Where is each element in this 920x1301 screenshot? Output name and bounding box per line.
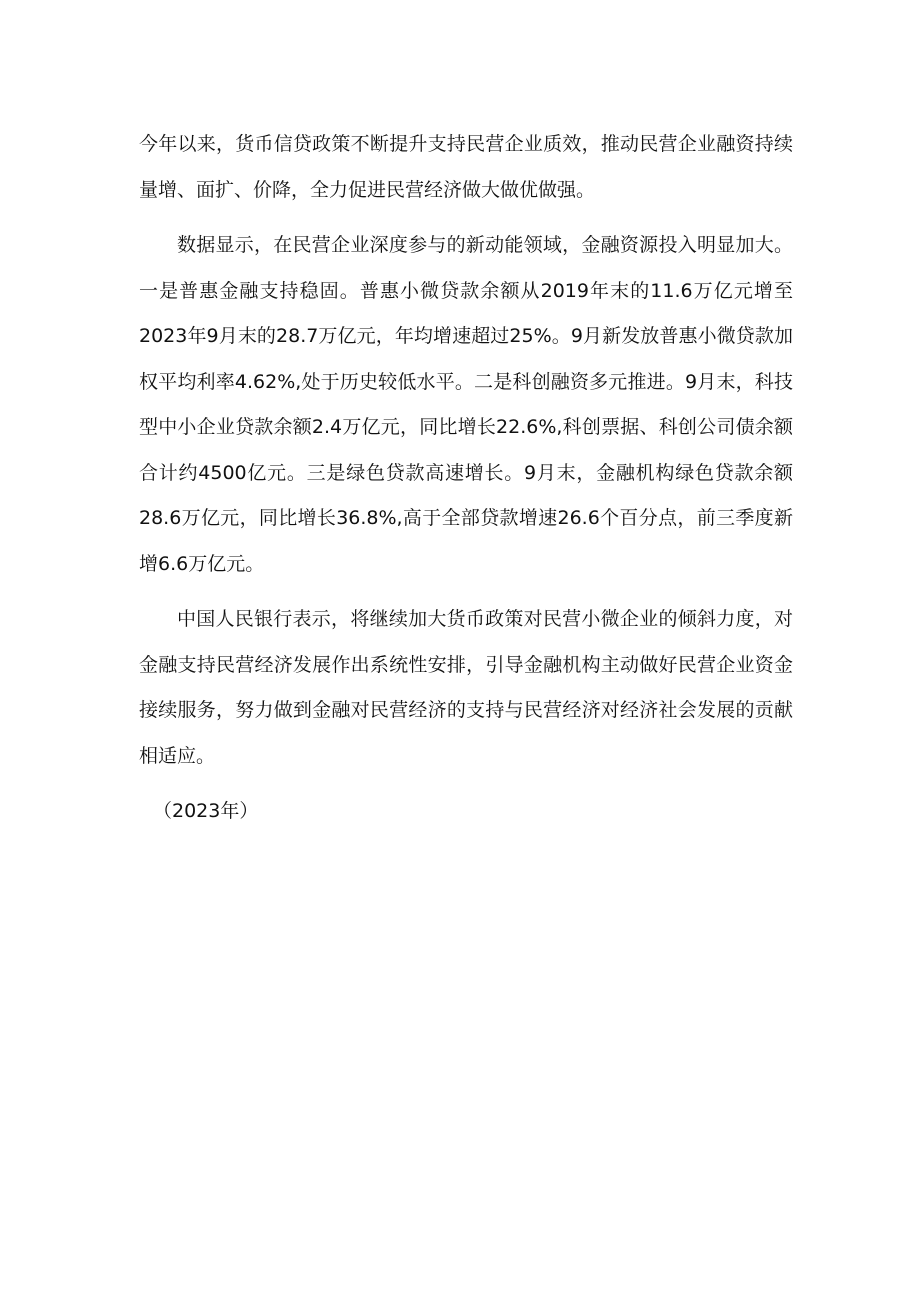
paragraph-data: 数据显示，在民营企业深度参与的新动能领域，金融资源投入明显加大。一是普惠金融支持稳固。普惠小微贷款余额从2019年末的11.6万亿元增至2023年9月末的28.7万亿元，年均增速超过25%。9月新发放普惠小微贷款加权平均利率4.62%,处于历史较低水平。二是科创融资多元推进。9月末，科技型中小企业贷款余额2.4万亿元，同比增长22.6%,科创票据、科创公司债余额合计约4500亿元。三是绿色贷款高速增长。9月末，金融机构绿色贷款余额28.6万亿元，同比增长36.8%,高于全部贷款增速26.6个百分点，前三季度新增6.6万亿元。 (139, 234, 793, 575)
article-body (139, 122, 793, 835)
paragraph-intro: 今年以来，货币信贷政策不断提升支持民营企业质效，推动民营企业融资持续量增、面扩、价降，全力促进民营经济做大做优做强。 (139, 133, 793, 201)
paragraph-pboc-statement: 中国人民银行表示，将继续加大货币政策对民营小微企业的倾斜力度，对金融支持民营经济发展作出系统性安排，引导金融机构主动做好民营企业资金接续服务，努力做到金融对民营经济的支持与民营经济对经济社会发展的贡献相适应。 (139, 608, 793, 767)
year-note: （2023年） (153, 800, 259, 822)
